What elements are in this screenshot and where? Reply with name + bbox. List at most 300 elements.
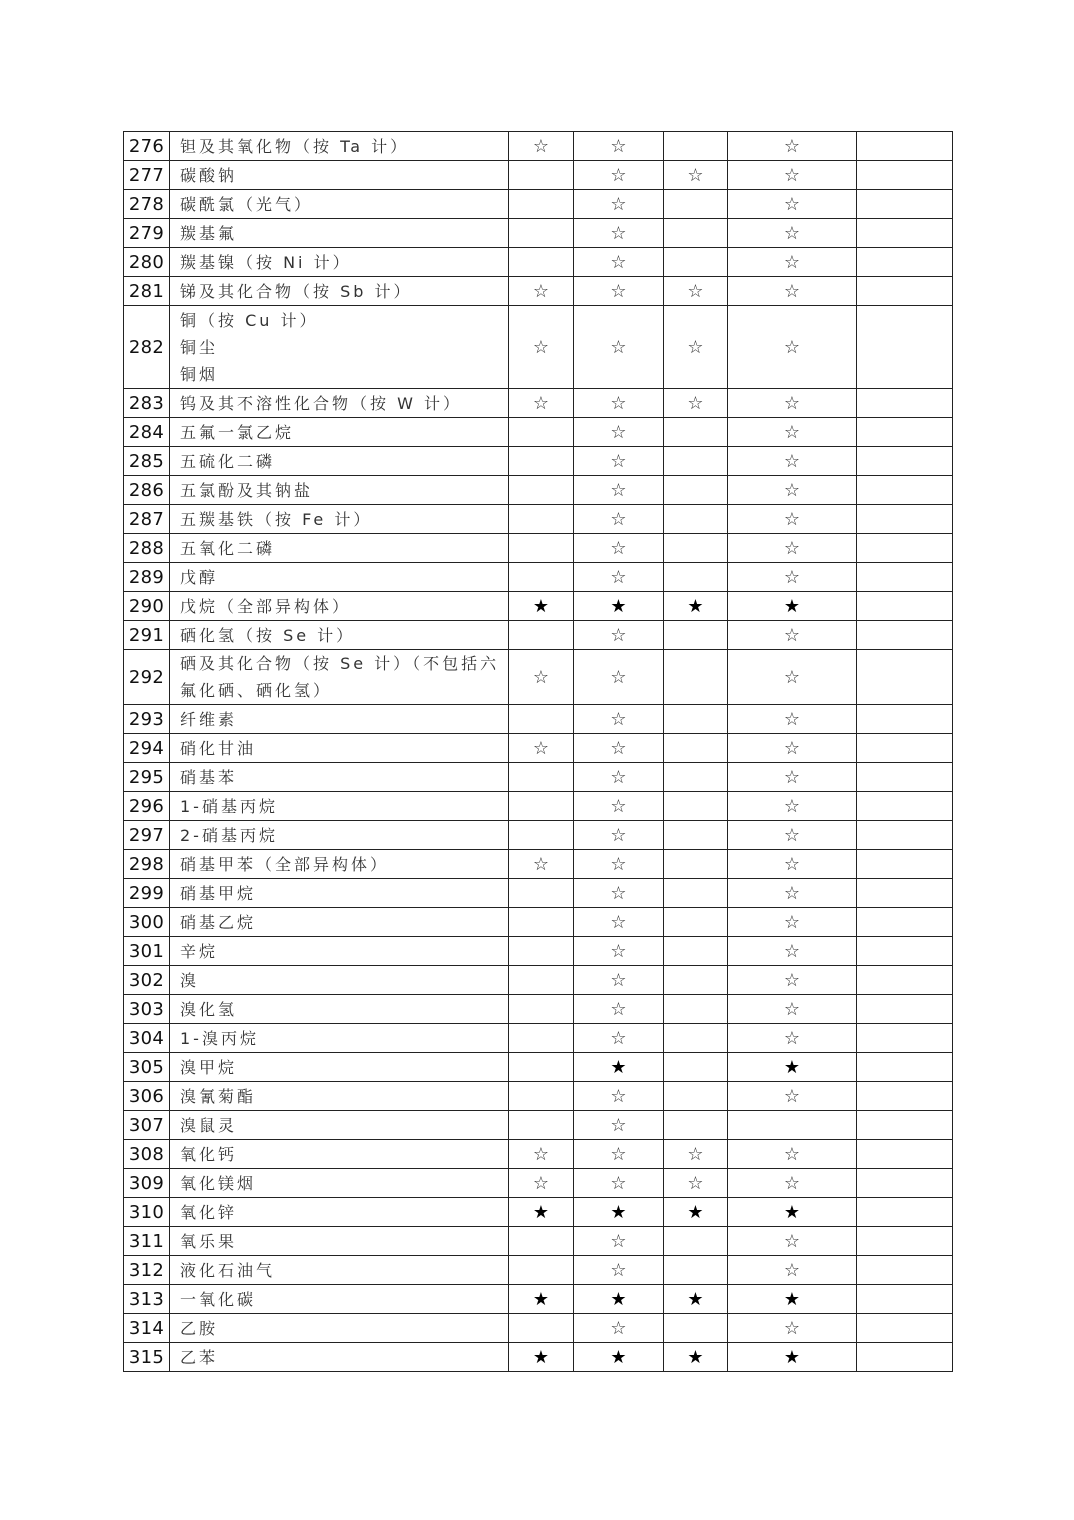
mark-cell xyxy=(664,563,728,592)
table-row xyxy=(124,1169,953,1198)
substance-name-line: 1-溴丙烷 xyxy=(180,1028,259,1048)
mark-cell xyxy=(574,1111,664,1140)
outline-star-icon: ☆ xyxy=(687,336,704,358)
substance-name-line: 溴氰菊酯 xyxy=(180,1086,257,1106)
table-row xyxy=(124,821,953,850)
outline-star-icon: ☆ xyxy=(783,911,801,933)
outline-star-icon: ☆ xyxy=(610,1143,627,1165)
outline-star-icon: ☆ xyxy=(783,1085,801,1107)
outline-star-icon: ☆ xyxy=(610,421,627,443)
mark-cell xyxy=(728,418,857,447)
mark-cell xyxy=(857,563,953,592)
mark-cell xyxy=(664,995,728,1024)
mark-cell xyxy=(728,277,857,306)
outline-star-icon: ☆ xyxy=(687,1143,704,1165)
filled-star-icon: ★ xyxy=(532,1346,550,1368)
substance-name-line: 五硫化二磷 xyxy=(180,451,276,471)
mark-cell xyxy=(728,563,857,592)
mark-cell xyxy=(509,447,574,476)
mark-cell xyxy=(857,705,953,734)
mark-cell xyxy=(728,1198,857,1227)
outline-star-icon: ☆ xyxy=(783,824,801,846)
row-number: 311 xyxy=(124,1227,170,1256)
row-number: 288 xyxy=(124,534,170,563)
substance-name xyxy=(170,908,509,937)
table-row xyxy=(124,734,953,763)
mark-cell xyxy=(509,505,574,534)
substance-name-line: 纤维素 xyxy=(180,709,238,729)
table-row xyxy=(124,563,953,592)
outline-star-icon: ☆ xyxy=(610,193,627,215)
mark-cell xyxy=(664,821,728,850)
mark-cell xyxy=(857,966,953,995)
substance-name xyxy=(170,763,509,792)
mark-cell xyxy=(574,821,664,850)
substance-name xyxy=(170,1198,509,1227)
substance-name-line: 氧化镁烟 xyxy=(180,1173,257,1193)
mark-cell xyxy=(509,1198,574,1227)
mark-cell xyxy=(728,1314,857,1343)
mark-cell xyxy=(574,476,664,505)
outline-star-icon: ☆ xyxy=(610,508,627,530)
mark-cell xyxy=(574,161,664,190)
mark-cell xyxy=(728,219,857,248)
substance-name xyxy=(170,1082,509,1111)
mark-cell xyxy=(574,1053,664,1082)
outline-star-icon: ☆ xyxy=(783,737,801,759)
mark-cell xyxy=(728,850,857,879)
mark-cell xyxy=(728,592,857,621)
outline-star-icon: ☆ xyxy=(783,336,801,358)
outline-star-icon: ☆ xyxy=(610,882,627,904)
table-row xyxy=(124,534,953,563)
mark-cell xyxy=(509,995,574,1024)
substance-name xyxy=(170,563,509,592)
outline-star-icon: ☆ xyxy=(783,392,801,414)
mark-cell xyxy=(664,1024,728,1053)
mark-cell xyxy=(574,1082,664,1111)
mark-cell xyxy=(857,1343,953,1372)
outline-star-icon: ☆ xyxy=(783,766,801,788)
mark-cell xyxy=(574,1256,664,1285)
mark-cell xyxy=(728,650,857,705)
mark-cell xyxy=(509,1285,574,1314)
outline-star-icon: ☆ xyxy=(610,911,627,933)
substance-name xyxy=(170,1053,509,1082)
mark-cell xyxy=(574,505,664,534)
mark-cell xyxy=(728,966,857,995)
substance-name-line: 1-硝基丙烷 xyxy=(180,796,278,816)
row-number: 314 xyxy=(124,1314,170,1343)
mark-cell xyxy=(857,277,953,306)
mark-cell xyxy=(728,734,857,763)
row-number: 292 xyxy=(124,650,170,705)
row-number: 306 xyxy=(124,1082,170,1111)
substance-name xyxy=(170,219,509,248)
mark-cell xyxy=(728,1111,857,1140)
table-row xyxy=(124,995,953,1024)
mark-cell xyxy=(509,534,574,563)
mark-cell xyxy=(728,161,857,190)
table-row xyxy=(124,850,953,879)
substance-name xyxy=(170,306,509,389)
filled-star-icon: ★ xyxy=(687,1288,704,1310)
substance-name xyxy=(170,277,509,306)
mark-cell xyxy=(728,1285,857,1314)
table-row xyxy=(124,1285,953,1314)
table-row xyxy=(124,1227,953,1256)
table-row xyxy=(124,908,953,937)
mark-cell xyxy=(664,763,728,792)
mark-cell xyxy=(509,418,574,447)
mark-cell xyxy=(857,418,953,447)
substance-name-line: 硝基苯 xyxy=(180,767,238,787)
table-row xyxy=(124,1053,953,1082)
mark-cell xyxy=(728,505,857,534)
mark-cell xyxy=(509,563,574,592)
mark-cell xyxy=(664,1256,728,1285)
row-number: 293 xyxy=(124,705,170,734)
mark-cell xyxy=(574,1024,664,1053)
table-row xyxy=(124,190,953,219)
mark-cell xyxy=(509,306,574,389)
mark-cell xyxy=(857,995,953,1024)
outline-star-icon: ☆ xyxy=(610,624,627,646)
outline-star-icon: ☆ xyxy=(610,392,627,414)
table-row xyxy=(124,277,953,306)
substance-name xyxy=(170,505,509,534)
outline-star-icon: ☆ xyxy=(687,164,704,186)
filled-star-icon: ★ xyxy=(610,1201,627,1223)
substance-name-line: 钨及其不溶性化合物（按 W 计） xyxy=(180,393,462,413)
substance-name-line: 氧化钙 xyxy=(180,1144,238,1164)
outline-star-icon: ☆ xyxy=(687,1172,704,1194)
mark-cell xyxy=(574,306,664,389)
mark-cell xyxy=(857,1053,953,1082)
outline-star-icon: ☆ xyxy=(610,940,627,962)
substance-name-line: 硝基甲苯（全部异构体） xyxy=(180,854,390,874)
mark-cell xyxy=(664,219,728,248)
table-row xyxy=(124,1343,953,1372)
outline-star-icon: ☆ xyxy=(783,708,801,730)
mark-cell xyxy=(664,1198,728,1227)
substance-name xyxy=(170,705,509,734)
substance-name xyxy=(170,792,509,821)
table-row xyxy=(124,1111,953,1140)
outline-star-icon: ☆ xyxy=(610,537,627,559)
mark-cell xyxy=(509,277,574,306)
table-row xyxy=(124,447,953,476)
substance-name-line: 溴 xyxy=(180,970,200,990)
filled-star-icon: ★ xyxy=(687,1346,704,1368)
mark-cell xyxy=(728,132,857,161)
mark-cell xyxy=(664,132,728,161)
outline-star-icon: ☆ xyxy=(610,222,627,244)
row-number: 284 xyxy=(124,418,170,447)
filled-star-icon: ★ xyxy=(783,1346,801,1368)
substance-name xyxy=(170,1285,509,1314)
mark-cell xyxy=(574,937,664,966)
substance-name xyxy=(170,161,509,190)
mark-cell xyxy=(664,447,728,476)
row-number: 313 xyxy=(124,1285,170,1314)
mark-cell xyxy=(509,190,574,219)
outline-star-icon: ☆ xyxy=(783,795,801,817)
mark-cell xyxy=(857,1285,953,1314)
row-number: 296 xyxy=(124,792,170,821)
substance-name xyxy=(170,476,509,505)
mark-cell xyxy=(574,190,664,219)
mark-cell xyxy=(857,190,953,219)
substance-name-line: 铜尘 xyxy=(180,337,219,357)
table-row xyxy=(124,763,953,792)
row-number: 307 xyxy=(124,1111,170,1140)
mark-cell xyxy=(664,792,728,821)
mark-cell xyxy=(857,505,953,534)
mark-cell xyxy=(509,821,574,850)
mark-cell xyxy=(509,132,574,161)
table-row xyxy=(124,621,953,650)
outline-star-icon: ☆ xyxy=(783,624,801,646)
filled-star-icon: ★ xyxy=(610,595,627,617)
mark-cell xyxy=(574,966,664,995)
mark-cell xyxy=(664,908,728,937)
row-number: 304 xyxy=(124,1024,170,1053)
outline-star-icon: ☆ xyxy=(783,998,801,1020)
mark-cell xyxy=(574,592,664,621)
row-number: 308 xyxy=(124,1140,170,1169)
outline-star-icon: ☆ xyxy=(610,1230,627,1252)
substance-name-line: 硝化甘油 xyxy=(180,738,257,758)
outline-star-icon: ☆ xyxy=(783,193,801,215)
outline-star-icon: ☆ xyxy=(610,795,627,817)
mark-cell xyxy=(728,306,857,389)
outline-star-icon: ☆ xyxy=(532,1172,550,1194)
filled-star-icon: ★ xyxy=(783,595,801,617)
row-number: 289 xyxy=(124,563,170,592)
substance-table xyxy=(123,131,953,1372)
filled-star-icon: ★ xyxy=(783,1201,801,1223)
mark-cell xyxy=(857,306,953,389)
mark-cell xyxy=(574,1314,664,1343)
mark-cell xyxy=(574,908,664,937)
mark-cell xyxy=(509,248,574,277)
outline-star-icon: ☆ xyxy=(610,566,627,588)
mark-cell xyxy=(574,563,664,592)
outline-star-icon: ☆ xyxy=(783,421,801,443)
mark-cell xyxy=(509,734,574,763)
mark-cell xyxy=(857,621,953,650)
substance-name-line: 硝基乙烷 xyxy=(180,912,257,932)
mark-cell xyxy=(574,418,664,447)
mark-cell xyxy=(857,763,953,792)
row-number: 286 xyxy=(124,476,170,505)
row-number: 294 xyxy=(124,734,170,763)
substance-name xyxy=(170,592,509,621)
mark-cell xyxy=(857,1111,953,1140)
outline-star-icon: ☆ xyxy=(783,940,801,962)
mark-cell xyxy=(574,879,664,908)
mark-cell xyxy=(728,534,857,563)
mark-cell xyxy=(574,248,664,277)
outline-star-icon: ☆ xyxy=(610,1085,627,1107)
outline-star-icon: ☆ xyxy=(610,737,627,759)
row-number: 297 xyxy=(124,821,170,850)
table-row xyxy=(124,937,953,966)
mark-cell xyxy=(857,908,953,937)
mark-cell xyxy=(728,908,857,937)
substance-name xyxy=(170,621,509,650)
mark-cell xyxy=(857,1082,953,1111)
mark-cell xyxy=(728,1227,857,1256)
mark-cell xyxy=(574,1169,664,1198)
mark-cell xyxy=(574,763,664,792)
filled-star-icon: ★ xyxy=(532,595,550,617)
mark-cell xyxy=(574,1227,664,1256)
mark-cell xyxy=(509,1082,574,1111)
outline-star-icon: ☆ xyxy=(610,1027,627,1049)
mark-cell xyxy=(857,792,953,821)
outline-star-icon: ☆ xyxy=(610,1317,627,1339)
mark-cell xyxy=(509,763,574,792)
outline-star-icon: ☆ xyxy=(610,450,627,472)
outline-star-icon: ☆ xyxy=(783,450,801,472)
mark-cell xyxy=(728,190,857,219)
outline-star-icon: ☆ xyxy=(610,1172,627,1194)
mark-cell xyxy=(664,850,728,879)
substance-name-line: 硒化氢（按 Se 计） xyxy=(180,625,356,645)
substance-name xyxy=(170,1314,509,1343)
substance-name-line: 2-硝基丙烷 xyxy=(180,825,278,845)
mark-cell xyxy=(664,476,728,505)
outline-star-icon: ☆ xyxy=(532,666,550,688)
mark-cell xyxy=(574,792,664,821)
table-row xyxy=(124,792,953,821)
mark-cell xyxy=(728,389,857,418)
mark-cell xyxy=(664,705,728,734)
mark-cell xyxy=(664,277,728,306)
filled-star-icon: ★ xyxy=(532,1201,550,1223)
mark-cell xyxy=(857,592,953,621)
outline-star-icon: ☆ xyxy=(610,280,627,302)
outline-star-icon: ☆ xyxy=(610,853,627,875)
mark-cell xyxy=(664,161,728,190)
mark-cell xyxy=(664,879,728,908)
substance-name xyxy=(170,534,509,563)
table-row xyxy=(124,248,953,277)
mark-cell xyxy=(574,1140,664,1169)
substance-name-line: 硒及其化合物（按 Se 计）（不包括六 xyxy=(180,654,500,673)
substance-name-line: 碳酸钠 xyxy=(180,165,238,185)
mark-cell xyxy=(509,705,574,734)
outline-star-icon: ☆ xyxy=(783,135,801,157)
mark-cell xyxy=(664,592,728,621)
row-number: 279 xyxy=(124,219,170,248)
substance-name-line: 五羰基铁（按 Fe 计） xyxy=(180,509,373,529)
outline-star-icon: ☆ xyxy=(783,280,801,302)
filled-star-icon: ★ xyxy=(610,1346,627,1368)
mark-cell xyxy=(509,161,574,190)
substance-name xyxy=(170,650,509,705)
mark-cell xyxy=(728,476,857,505)
outline-star-icon: ☆ xyxy=(610,708,627,730)
mark-cell xyxy=(664,1285,728,1314)
outline-star-icon: ☆ xyxy=(610,135,627,157)
substance-name-line: 锑及其化合物（按 Sb 计） xyxy=(180,281,413,301)
mark-cell xyxy=(857,734,953,763)
outline-star-icon: ☆ xyxy=(687,392,704,414)
outline-star-icon: ☆ xyxy=(532,280,550,302)
table-row xyxy=(124,966,953,995)
substance-name-line: 溴甲烷 xyxy=(180,1057,238,1077)
mark-cell xyxy=(509,1169,574,1198)
outline-star-icon: ☆ xyxy=(783,882,801,904)
mark-cell xyxy=(664,650,728,705)
mark-cell xyxy=(728,1256,857,1285)
table-row xyxy=(124,705,953,734)
substance-name-line: 乙苯 xyxy=(180,1347,219,1367)
mark-cell xyxy=(509,621,574,650)
outline-star-icon: ☆ xyxy=(783,1172,801,1194)
mark-cell xyxy=(509,1227,574,1256)
mark-cell xyxy=(728,763,857,792)
substance-name-line: 五氟一氯乙烷 xyxy=(180,422,295,442)
row-number: 285 xyxy=(124,447,170,476)
mark-cell xyxy=(574,850,664,879)
mark-cell xyxy=(574,1285,664,1314)
table-row xyxy=(124,1198,953,1227)
substance-name-line: 液化石油气 xyxy=(180,1260,276,1280)
mark-cell xyxy=(509,1314,574,1343)
row-number: 278 xyxy=(124,190,170,219)
substance-name xyxy=(170,1024,509,1053)
mark-cell xyxy=(728,705,857,734)
mark-cell xyxy=(509,1111,574,1140)
outline-star-icon: ☆ xyxy=(532,737,550,759)
table-row xyxy=(124,1256,953,1285)
outline-star-icon: ☆ xyxy=(532,1143,550,1165)
mark-cell xyxy=(509,850,574,879)
row-number: 290 xyxy=(124,592,170,621)
outline-star-icon: ☆ xyxy=(610,666,627,688)
mark-cell xyxy=(574,995,664,1024)
outline-star-icon: ☆ xyxy=(610,824,627,846)
mark-cell xyxy=(664,1140,728,1169)
row-number: 315 xyxy=(124,1343,170,1372)
outline-star-icon: ☆ xyxy=(610,336,627,358)
filled-star-icon: ★ xyxy=(783,1288,801,1310)
mark-cell xyxy=(857,534,953,563)
table-row xyxy=(124,306,953,389)
mark-cell xyxy=(728,1082,857,1111)
filled-star-icon: ★ xyxy=(610,1056,627,1078)
mark-cell xyxy=(857,1169,953,1198)
row-number: 295 xyxy=(124,763,170,792)
outline-star-icon: ☆ xyxy=(783,537,801,559)
mark-cell xyxy=(664,1053,728,1082)
mark-cell xyxy=(857,1024,953,1053)
mark-cell xyxy=(857,132,953,161)
mark-cell xyxy=(664,621,728,650)
row-number: 302 xyxy=(124,966,170,995)
substance-name xyxy=(170,850,509,879)
substance-name xyxy=(170,447,509,476)
mark-cell xyxy=(664,306,728,389)
mark-cell xyxy=(574,219,664,248)
mark-cell xyxy=(664,534,728,563)
substance-name xyxy=(170,937,509,966)
mark-cell xyxy=(509,1256,574,1285)
